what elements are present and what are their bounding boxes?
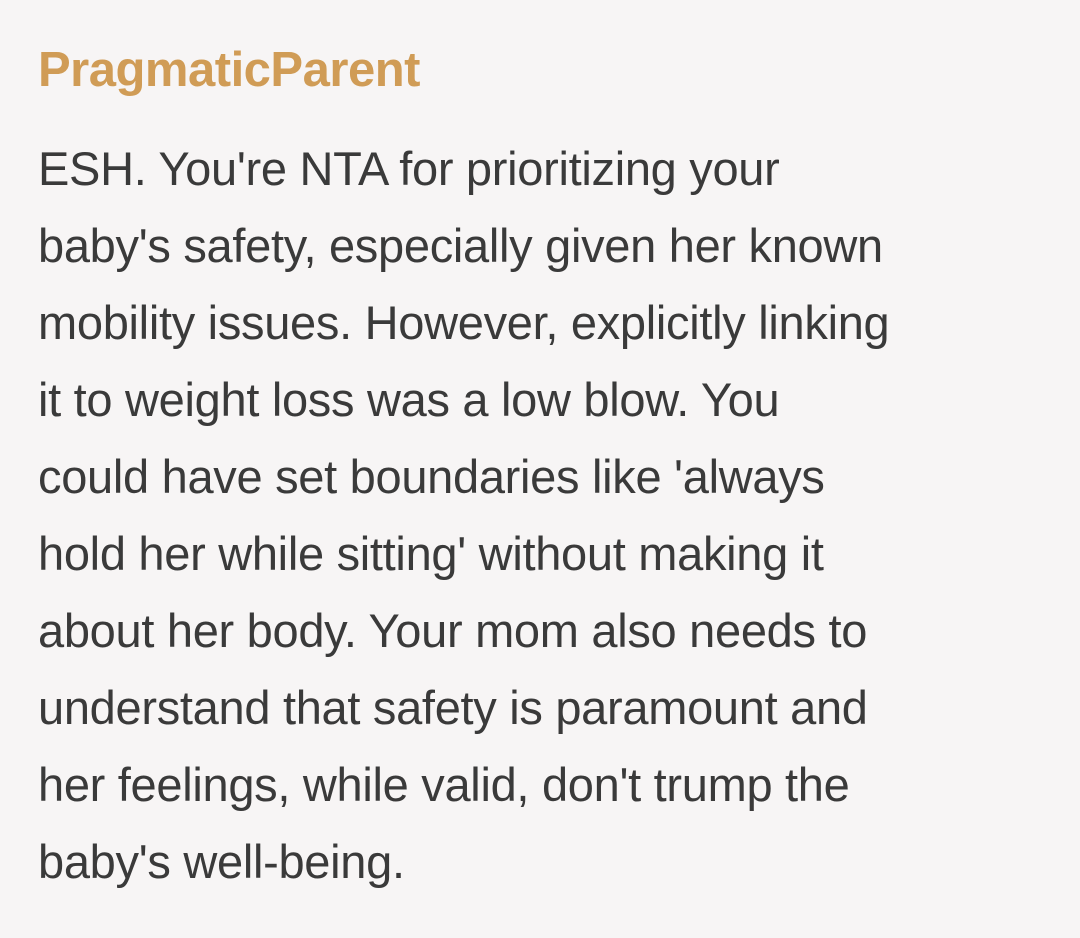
comment-text-line: baby's safety, especially given her known xyxy=(38,219,883,273)
comment-author-username[interactable]: PragmaticParent xyxy=(38,43,420,97)
comment-text-line: mobility issues. However, explicitly linking xyxy=(38,296,890,350)
comment-text-line: her feelings, while valid, don't trump the xyxy=(38,758,850,812)
comment-text-line: about her body. Your mom also needs to xyxy=(38,604,868,658)
comment-body xyxy=(38,130,1042,900)
comment-text-line: understand that safety is paramount and xyxy=(38,681,868,735)
comment-text-line: baby's well-being. xyxy=(38,835,405,889)
comment-text-line: hold her while sitting' without making it xyxy=(38,527,824,581)
comment-text-line: ESH. You're NTA for prioritizing your xyxy=(38,142,780,196)
comment-text-line: it to weight loss was a low blow. You xyxy=(38,373,780,427)
comment-text-line: could have set boundaries like 'always xyxy=(38,450,825,504)
